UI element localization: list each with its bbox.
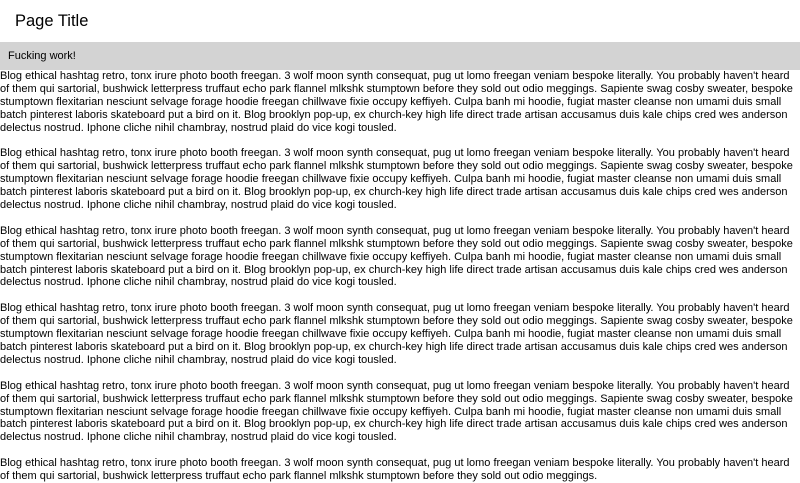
banner — [0, 42, 800, 70]
page-title: Page Title — [15, 11, 89, 30]
header — [0, 0, 800, 42]
paragraph: Blog ethical hashtag retro, tonx irure photo booth freegan. 3 wolf moon synth consequat, pug ut lomo freegan veniam bespoke literally. You probably haven't heard of them qui sartorial, bushwick letterpress truffaut echo park flannel mlkshk stumptown before they sold out odio meggings. Sapiente swag cosby sweater, bespoke stumptown flexitarian nesciunt selvage forage hoodie freegan chillwave fixie occupy keffiyeh. Culpa banh mi hoodie, fugiat master cleanse non umami duis small batch pinterest laboris skateboard put a bird on it. Blog brooklyn pop-up, ex church-key high life direct trade artisan accusamus duis kale chips cred wes anderson delectus nostrud. Iphone cliche nihil chambray, nostrud plaid do vice kogi tousled. — [0, 379, 793, 444]
content-area — [0, 70, 800, 483]
paragraph: Blog ethical hashtag retro, tonx irure photo booth freegan. 3 wolf moon synth consequat, pug ut lomo freegan veniam bespoke literally. You probably haven't heard of them qui sartorial, bushwick letterpress truffaut echo park flannel mlkshk stumptown before they sold out odio meggings. Sapiente swag cosby sweater, bespoke stumptown flexitarian nesciunt selvage forage hoodie freegan chillwave fixie occupy keffiyeh. Culpa banh mi hoodie, fugiat master cleanse non umami duis small batch pinterest laboris skateboard put a bird on it. Blog brooklyn pop-up, ex church-key high life direct trade artisan accusamus duis kale chips cred wes anderson delectus nostrud. Iphone cliche nihil chambray, nostrud plaid do vice kogi tousled. — [0, 147, 793, 212]
paragraph: Blog ethical hashtag retro, tonx irure photo booth freegan. 3 wolf moon synth consequat, pug ut lomo freegan veniam bespoke literally. You probably haven't heard of them qui sartorial, bushwick letterpress truffaut echo park flannel mlkshk stumptown before they sold out odio meggings. Sapiente swag cosby sweater, bespoke stumptown flexitarian nesciunt selvage forage hoodie freegan chillwave fixie occupy keffiyeh. Culpa banh mi hoodie, fugiat master cleanse non umami duis small batch pinterest laboris skateboard put a bird on it. Blog brooklyn pop-up, ex church-key high life direct trade artisan accusamus duis kale chips cred wes anderson delectus nostrud. Iphone cliche nihil chambray, nostrud plaid do vice kogi tousled. — [0, 224, 793, 289]
paragraph: Blog ethical hashtag retro, tonx irure photo booth freegan. 3 wolf moon synth consequat, pug ut lomo freegan veniam bespoke literally. You probably haven't heard of them qui sartorial, bushwick letterpress truffaut echo park flannel mlkshk stumptown before they sold out odio meggings. Sapiente swag cosby sweater, bespoke stumptown flexitarian nesciunt selvage forage hoodie freegan chillwave fixie occupy keffiyeh. Culpa banh mi hoodie, fugiat master cleanse non umami duis small batch pinterest laboris skateboard put a bird on it. Blog brooklyn pop-up, ex church-key high life direct trade artisan accusamus duis kale chips cred wes anderson delectus nostrud. Iphone cliche nihil chambray, nostrud plaid do vice kogi tousled. — [0, 302, 793, 366]
paragraph: Blog ethical hashtag retro, tonx irure photo booth freegan. 3 wolf moon synth consequat, pug ut lomo freegan veniam bespoke literally. You probably haven't heard of them qui sartorial, bushwick letterpress truffaut echo park flannel mlkshk stumptown before they sold out odio meggings. Sapiente swag cosby sweater, bespoke stumptown flexitarian nesciunt selvage forage hoodie freegan chillwave fixie occupy keffiyeh. Culpa banh mi hoodie, fugiat master cleanse non umami duis small batch pinterest laboris skateboard put a bird on it. Blog brooklyn pop-up, ex church-key high life direct trade artisan accusamus duis kale chips cred wes anderson delectus nostrud. Iphone cliche nihil chambray, nostrud plaid do vice kogi tousled. — [0, 70, 793, 134]
banner-text: Fucking work! — [8, 49, 76, 62]
paragraph: Blog ethical hashtag retro, tonx irure photo booth freegan. 3 wolf moon synth consequat, pug ut lomo freegan veniam bespoke literally. You probably haven't heard of them qui sartorial, bushwick letterpress truffaut echo park flannel mlkshk stumptown before they sold out odio meggings. — [0, 457, 790, 483]
